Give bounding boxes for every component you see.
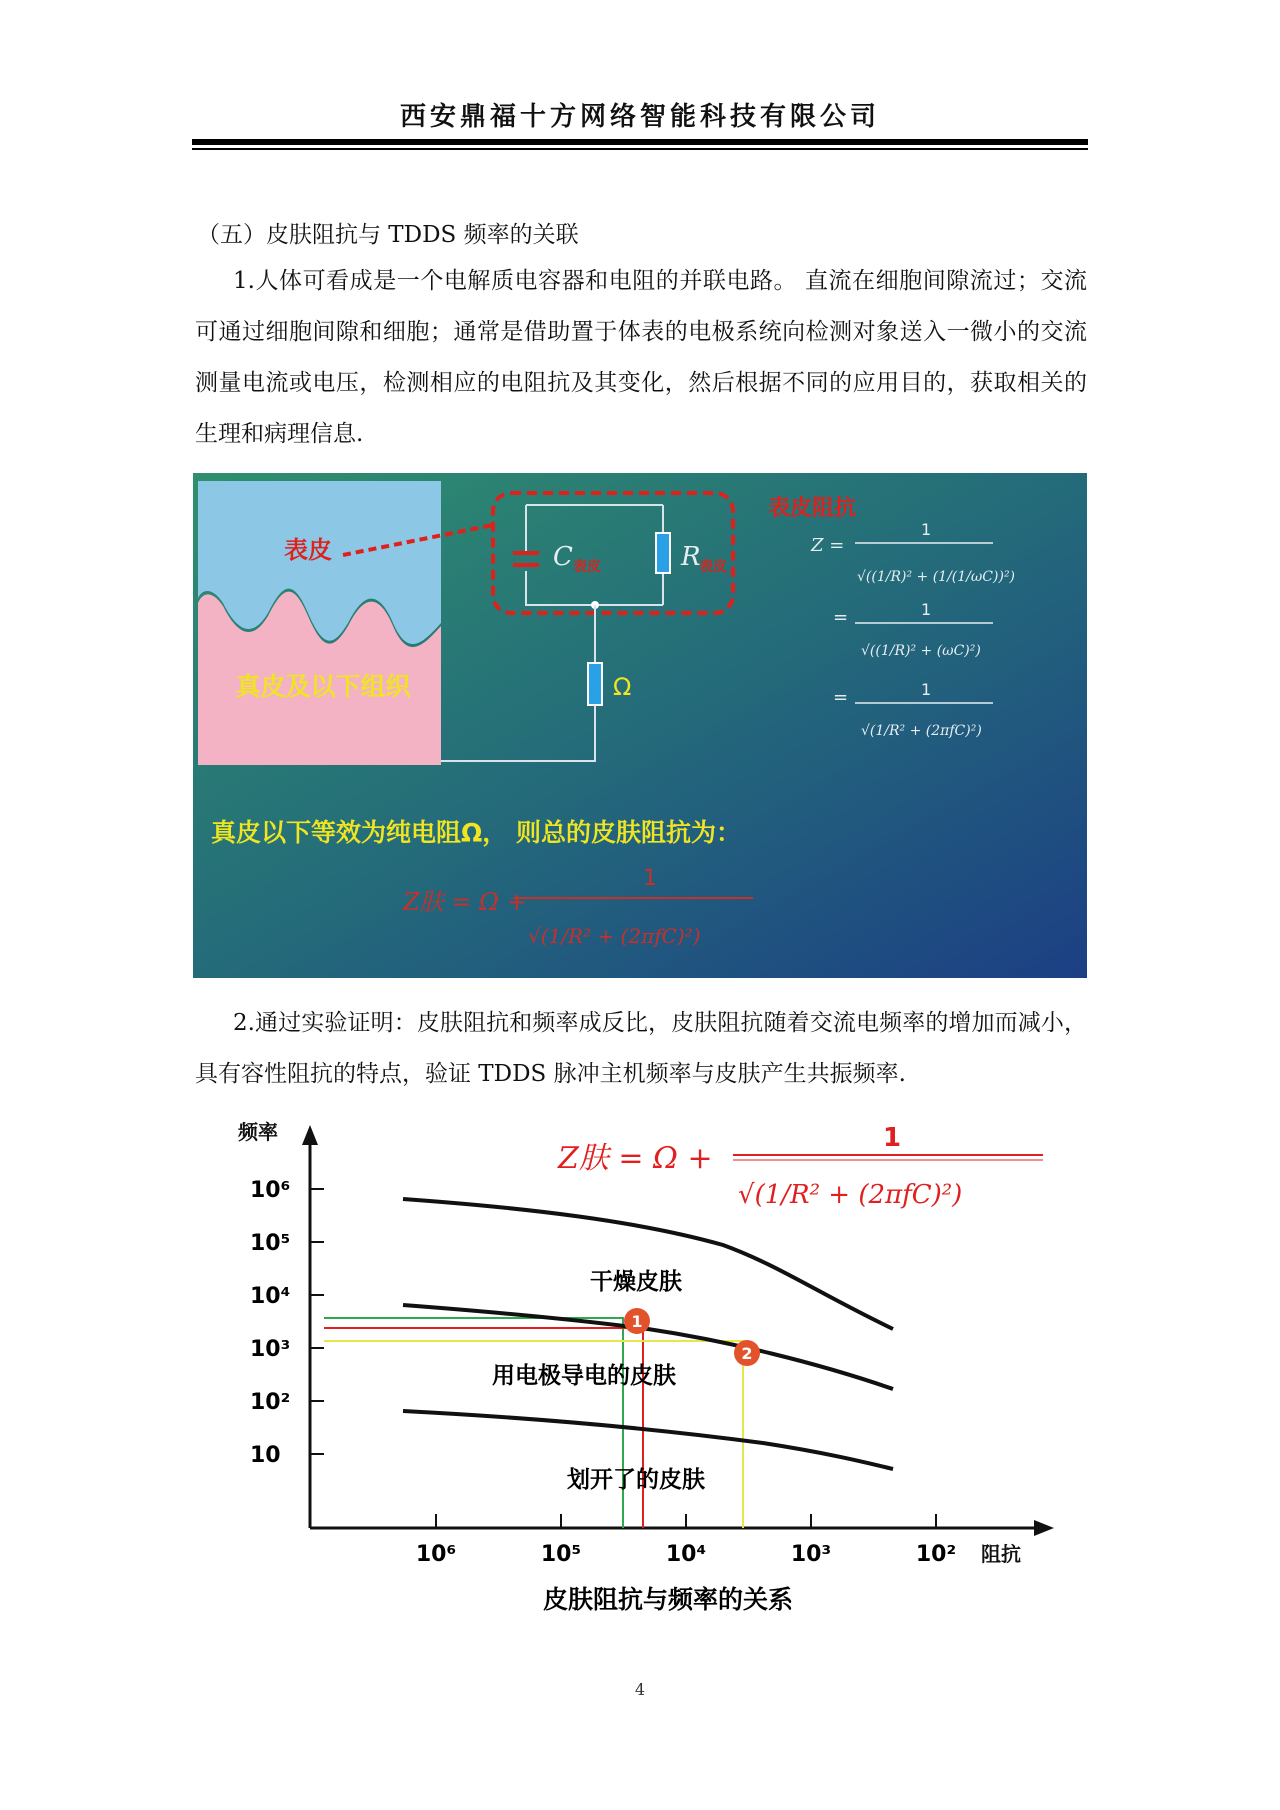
eq3-numerator: 1	[921, 680, 932, 699]
paragraph-1	[195, 256, 1087, 460]
chart-formula-numerator: 1	[883, 1123, 902, 1153]
label-cut-skin: 划开了的皮肤	[567, 1467, 705, 1493]
y-tick-label: 10⁴	[250, 1284, 291, 1309]
y-tick-label: 10⁶	[250, 1178, 291, 1203]
dermis-statement: 真皮以下等效为纯电阻Ω， 则总的皮肤阻抗为：	[211, 818, 741, 847]
eq1-numerator: 1	[921, 520, 932, 539]
eq3-denominator: √(1/R² + (2πfC)²)	[861, 723, 982, 739]
chart-formula-lhs: Z肤 = Ω +	[558, 1141, 713, 1176]
epidermis-label: 表皮	[284, 536, 332, 564]
skin-circuit-figure	[193, 473, 1087, 978]
impedance-frequency-chart	[218, 1103, 1081, 1625]
total-formula-lhs: Z肤 = Ω +	[403, 888, 527, 916]
x-tick-label: 10⁶	[415, 1542, 457, 1567]
eq2-denominator: √((1/R)² + (ωC)²)	[861, 643, 981, 659]
x-tick-label: 10³	[790, 1542, 832, 1567]
capacitor-label: C	[553, 542, 573, 572]
marker-2-label: 2	[741, 1344, 753, 1363]
paragraph-1-text: 1.人体可看成是一个电解质电容器和电阻的并联电路。 直流在细胞间隙流过；交流可通过细胞间隙和细胞；通常是借助置于体表的电极系统向检测对象送入一微小的交流测量电流或电压，检测相应的电阻抗及其变化，然后根据不同的应用目的，获取相关的生理和病理信息.	[195, 268, 1087, 447]
skin-circuit-svg	[193, 473, 1087, 978]
company-header: 西安鼎福十方网络智能科技有限公司	[399, 102, 880, 132]
paragraph-2-text: 2.通过实验证明：皮肤阻抗和频率成反比，皮肤阻抗随着交流电频率的增加而减小，具有容性阻抗的特点，验证 TDDS 脉冲主机频率与皮肤产生共振频率.	[195, 1010, 1087, 1087]
x-axis-label: 阻抗	[981, 1542, 1021, 1566]
omega-label: Ω	[613, 673, 632, 701]
section-title: （五）皮肤阻抗与 TDDS 频率的关联	[197, 222, 579, 248]
y-axis-label: 频率	[238, 1120, 278, 1144]
header-rule-thin	[192, 148, 1088, 150]
resistor-label: R	[681, 542, 701, 572]
y-tick-label: 10³	[250, 1337, 291, 1362]
capacitor-subscript: 表皮	[573, 559, 601, 575]
eq1-denominator: √((1/R)² + (1/(1/ωC))²)	[857, 569, 1016, 585]
total-formula-numerator: 1	[643, 866, 657, 891]
eq2-numerator: 1	[921, 600, 932, 619]
resistor-subscript: 表皮	[699, 559, 727, 575]
z-lhs: Z =	[811, 535, 845, 556]
y-tick-label: 10²	[250, 1390, 291, 1415]
eq3-sign: =	[833, 687, 849, 708]
label-electrode-skin: 用电极导电的皮肤	[492, 1363, 676, 1389]
dermis-label: 真皮及以下组织	[235, 672, 411, 701]
label-dry-skin: 干燥皮肤	[590, 1269, 682, 1295]
impedance-title: 表皮阻抗	[768, 496, 857, 521]
x-tick-label: 10⁴	[665, 1542, 707, 1567]
x-tick-label: 10²	[915, 1542, 957, 1567]
chart-svg	[218, 1103, 1081, 1625]
y-tick-label: 10⁵	[250, 1231, 291, 1256]
epidermis-resistor	[656, 533, 670, 573]
chart-formula-denominator: √(1/R² + (2πfC)²)	[738, 1180, 963, 1210]
header-rule-thick	[192, 139, 1088, 145]
marker-1-label: 1	[631, 1312, 643, 1331]
page-number: 4	[634, 1680, 646, 1699]
dermis-resistor	[588, 663, 602, 705]
total-formula-denominator: √(1/R² + (2πfC)²)	[528, 924, 701, 948]
eq2-sign: =	[833, 607, 849, 628]
paragraph-2	[195, 998, 1087, 1100]
chart-caption: 皮肤阻抗与频率的关系	[542, 1585, 794, 1614]
y-tick-label: 10	[250, 1443, 281, 1468]
x-tick-label: 10⁵	[540, 1542, 582, 1567]
